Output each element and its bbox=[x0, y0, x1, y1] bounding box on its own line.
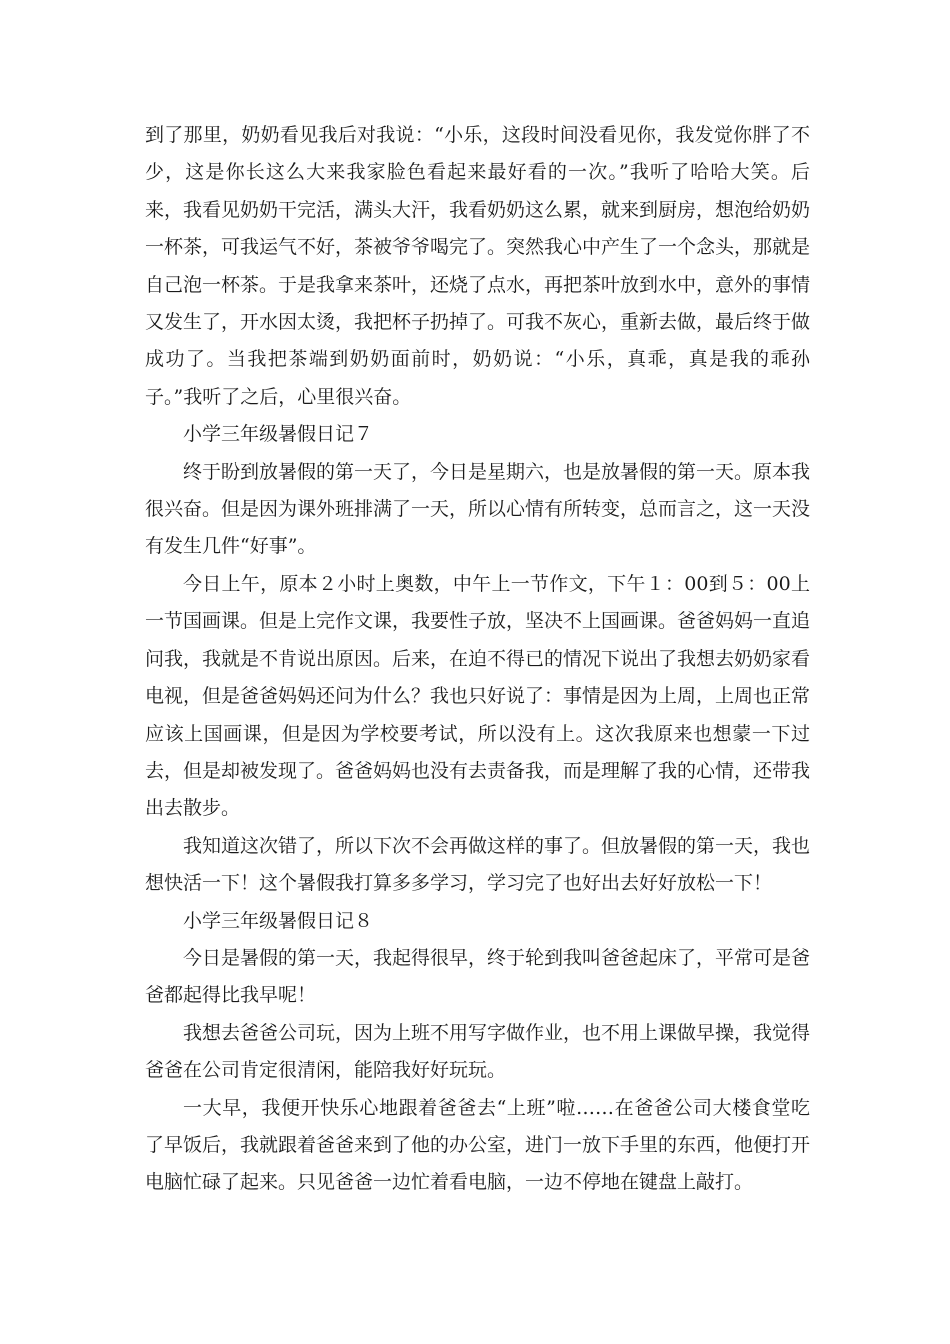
paragraph-early-rise: 今日是暑假的第一天，我起得很早，终于轮到我叫爸爸起床了，平常可是爸爸都起得比我早呢！ bbox=[145, 946, 811, 1007]
document-body bbox=[145, 117, 810, 1202]
paragraph-grandma-tea: 到了那里，奶奶看见我后对我说：“小乐，这段时间没看见你，我发觉你胖了不少，这是你长这么大来我家脸色看起来最好看的一次。”我听了哈哈大笑。后来，我看见奶奶干完活，满头大汗，我看奶奶这么累，就来到厨房，想泡给奶奶一杯茶，可我运气不好，茶被爷爷喝完了。突然我心中产生了一个念头，那就是自己泡一杯茶。于是我拿来茶叶，还烧了点水，再把茶叶放到水中，意外的事情又发生了，开水因太烫，我把杯子扔掉了。可我不灰心，重新去做，最后终于做成功了。当我把茶端到奶奶面前时，奶奶说：“小乐，真乖，真是我的乖孙子。”我听了之后，心里很兴奋。 bbox=[145, 124, 811, 408]
diary-heading-7: 小学三年级暑假日记７ bbox=[183, 423, 374, 446]
paragraph-first-day-7: 终于盼到放暑假的第一天了，今日是星期六，也是放暑假的第一天。原本我很兴奋。但是因为课外班排满了一天，所以心情有所转变，总而言之，这一天没有发生几件“好事”。 bbox=[145, 460, 811, 558]
paragraph-class-schedule: 今日上午，原本２小时上奥数，中午上一节作文，下午１：00到５：00上一节国画课。但是上完作文课，我要性子放，坚决不上国画课。爸爸妈妈一直追问我，我就是不肯说出原因。后来，在迫不得已的情况下说出了我想去奶奶家看电视，但是爸爸妈妈还问为什么？我也只好说了：事情是因为上周，上周也正常应该上国画课，但是因为学校要考试，所以没有上。这次我原来也想蒙一下过去，但是却被发现了。爸爸妈妈也没有去责备我，而是理解了我的心情，还带我出去散步。 bbox=[145, 572, 811, 820]
diary-heading-8: 小学三年级暑假日记８ bbox=[183, 909, 374, 932]
paragraph-reflection: 我知道这次错了，所以下次不会再做这样的事了。但放暑假的第一天，我也想快活一下！这个暑假我打算多多学习，学习完了也好出去好好放松一下！ bbox=[145, 834, 811, 895]
paragraph-office-visit: 一大早，我便开快乐心地跟着爸爸去“上班”啦……在爸爸公司大楼食堂吃了早饭后，我就跟着爸爸来到了他的办公室，进门一放下手里的东西，他便打开电脑忙碌了起来。只见爸爸一边忙着看电脑，一边不停地在键盘上敲打。 bbox=[145, 1096, 811, 1194]
paragraph-dad-office-wish: 我想去爸爸公司玩，因为上班不用写字做作业，也不用上课做早操，我觉得爸爸在公司肯定很清闲，能陪我好好玩玩。 bbox=[145, 1021, 811, 1082]
